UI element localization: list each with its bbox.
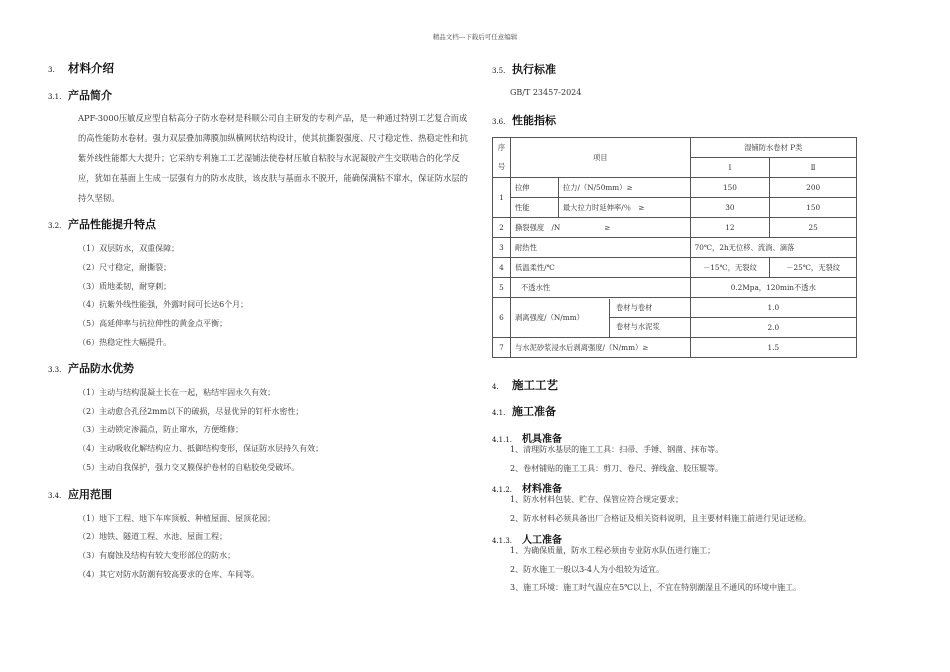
- list-item: （5）高延伸率与抗拉伸性的黄金点平衡；: [78, 319, 228, 328]
- table-row: [493, 218, 857, 238]
- section-title: 产品防水优势: [68, 362, 134, 375]
- section-number: 3.5.: [492, 67, 506, 75]
- cell-value: 25: [770, 218, 857, 238]
- list-item: （3）主动锁定渗漏点，防止窜水，方便维修；: [78, 425, 244, 434]
- list-item: 2、卷材铺贴的施工工具：剪刀、卷尺、弹线盒、胶压辊等。: [510, 464, 724, 473]
- cell-value: 0.2Mpa，120min不透水: [690, 278, 856, 298]
- section-number: 4.1.2.: [492, 486, 513, 494]
- list-item: （4）抗紫外线性能强，外露时间可长达6个月；: [78, 300, 249, 309]
- header-type-1: Ⅰ: [690, 158, 770, 178]
- section-number: 4.1.: [492, 409, 506, 417]
- cell-value: 12: [690, 218, 770, 238]
- section-3-heading: [48, 60, 114, 76]
- cell-item: 低温柔性/℃: [510, 258, 690, 278]
- header-type-2: Ⅱ: [770, 158, 857, 178]
- section-title: 材料介绍: [68, 61, 114, 75]
- table-row: [493, 298, 857, 318]
- list-item: 3、施工环境：施工时气温应在5℃以上，不宜在特别潮湿且不通风的环境中施工。: [510, 583, 802, 592]
- header-item: 项目: [510, 138, 690, 178]
- list-item: 1、防水材料包装、贮存、保管应符合规定要求；: [510, 495, 684, 504]
- section-title: 性能指标: [512, 114, 556, 127]
- cell-subitem: 卷材与水泥浆: [615, 322, 660, 332]
- cell-subitem: 拉力/（N/50mm）≥: [558, 178, 690, 198]
- cell-subitem: 卷材与卷材: [610, 299, 690, 319]
- cell-item: 不透水性: [510, 278, 690, 298]
- section-3-1-heading: [48, 87, 112, 103]
- cell-value: 150: [770, 198, 857, 218]
- cell-item: 撕裂强度 /N ≥: [510, 218, 690, 238]
- cell-value: 200: [770, 178, 857, 198]
- standard-code: GB/T 23457-2024: [510, 88, 582, 97]
- list-item: （2）地铁、隧道工程、水池、屋面工程；: [78, 532, 228, 541]
- cell-value: 30: [690, 198, 770, 218]
- section-4-heading: [492, 377, 558, 393]
- cell-seq: 2: [493, 218, 511, 238]
- cell-value: 1.0: [690, 298, 856, 318]
- cell-value: 70℃，2h无位移、流淌、滴落: [690, 238, 856, 258]
- section-4-1-heading: [492, 403, 556, 419]
- section-title: 材料准备: [522, 484, 562, 495]
- list-item: （4）其它对防水防潮有较高要求的仓库、车间等。: [78, 570, 260, 579]
- list-item: （5）主动自我保护，强力交叉膜保护卷材的自粘胶免受破坏。: [78, 463, 300, 472]
- cell-value: 1.5: [690, 338, 856, 358]
- section-number: 3.4.: [48, 492, 62, 500]
- section-number: 4.1.1.: [492, 436, 513, 444]
- list-item: （4）主动吸收化解结构应力、抵御结构变形，保证防水层持久有效；: [78, 444, 324, 453]
- list-item: （1）地下工程、地下车库顶板、种植屋面、屋顶花园；: [78, 514, 276, 523]
- section-3-3-heading: [48, 360, 134, 376]
- cell-item: 与水泥砂浆浸水后剥离强度/（N/mm）≥: [510, 338, 690, 358]
- section-number: 3.3.: [48, 366, 62, 374]
- cell-item: 剥离强度/（N/mm）: [511, 299, 610, 337]
- table-row: [493, 238, 857, 258]
- header-type: 湿铺防水卷材 P类: [690, 138, 856, 158]
- list-item: 1、清理防水基层的施工工具：扫帚、手锤、钢凿、抹布等。: [510, 445, 724, 454]
- section-3-5-heading: [492, 61, 556, 77]
- section-title: 施工工艺: [512, 378, 558, 392]
- section-title: 产品简介: [68, 89, 112, 102]
- table-row: [493, 278, 857, 298]
- list-item: （1）双层防水，双重保障；: [78, 244, 180, 253]
- section-title: 产品性能提升特点: [68, 218, 156, 231]
- cell-value: －15℃，无裂纹: [690, 258, 770, 278]
- page-header: 精品文档---下载后可任意编辑: [432, 33, 518, 41]
- product-intro-paragraph: APF-3000压敏反应型自粘高分子防水卷材是科顺公司自主研发的专利产品，是一种通过特别工艺复合而成的高性能防水卷材。强力双层叠加薄膜加纵横网状结构设计，使其抗撕裂强度、尺寸稳定性、热稳定性和抗紫外线性能都大大提升；它采纳专利施工工艺湿铺法使卷材压敏自粘胶与水泥凝胶产生交联啮合的化学反应，犹如在基面上生成一层强有力的防水皮肤，该皮肤与基面永不脱开，能确保满粘不窜水，保证防水层的持久坚韧。: [78, 113, 468, 203]
- section-number: 3.6.: [492, 118, 506, 126]
- list-item: （2）尺寸稳定，耐撕裂；: [78, 263, 172, 272]
- section-3-4-heading: [48, 486, 112, 502]
- cell-subitem: 最大拉力时延伸率/％ ≥: [558, 198, 690, 218]
- list-item: 2、防水材料必须具备出厂合格证及相关资料说明，且主要材料施工前进行见证送检。: [510, 514, 812, 523]
- cell-seq: 4: [493, 258, 511, 278]
- cell-item: 性能: [510, 198, 558, 218]
- cell-item: 拉伸: [510, 178, 558, 198]
- section-4-1-3-heading: [492, 531, 562, 546]
- cell-seq: 6: [493, 298, 511, 338]
- table-row: [493, 338, 857, 358]
- section-title: 执行标准: [512, 63, 556, 76]
- section-title: 人工准备: [522, 535, 562, 546]
- list-item: 1、为确保质量，防水工程必须由专业防水队伍进行施工；: [510, 546, 716, 555]
- section-number: 4.: [492, 383, 499, 391]
- section-title: 机具准备: [522, 434, 562, 445]
- table-row: [493, 258, 857, 278]
- section-title: 施工准备: [512, 405, 556, 418]
- list-item: （2）主动愈合孔径2mm以下的破损，尽显优异的钉杆水密性；: [78, 407, 304, 416]
- section-number: 3.2.: [48, 222, 62, 230]
- table-row: [493, 178, 857, 198]
- section-number: 3.1.: [48, 93, 62, 101]
- performance-table: [492, 137, 857, 358]
- list-item: （3）有腐蚀及结构有较大变形部位的防水；: [78, 551, 236, 560]
- cell-value: －25℃，无裂纹: [770, 258, 857, 278]
- cell-value: 150: [690, 178, 770, 198]
- list-item: （3）质地柔韧，耐穿刺；: [78, 282, 172, 291]
- cell-seq: 3: [493, 238, 511, 258]
- cell-value: 2.0: [690, 318, 856, 338]
- section-number: 3.: [48, 66, 55, 74]
- table-row: [493, 198, 857, 218]
- cell-item-group: [510, 298, 690, 338]
- section-4-1-2-heading: [492, 480, 562, 495]
- list-item: （6）热稳定性大幅提升。: [78, 338, 172, 347]
- section-title: 应用范围: [68, 488, 112, 501]
- section-number: 4.1.3.: [492, 537, 513, 545]
- cell-seq: 5: [493, 278, 511, 298]
- cell-item: 耐热性: [510, 238, 690, 258]
- cell-seq: 1: [493, 178, 511, 218]
- section-4-1-1-heading: [492, 430, 562, 445]
- section-3-6-heading: [492, 112, 556, 128]
- section-3-2-heading: [48, 216, 156, 232]
- table-header-row: [493, 138, 857, 158]
- cell-seq: 7: [493, 338, 511, 358]
- list-item: 2、防水施工一般以3-4人为小组较为适宜。: [510, 565, 664, 574]
- list-item: （1）主动与结构混凝土长在一起，粘结牢固永久有效；: [78, 388, 276, 397]
- header-seq: 序 号: [493, 138, 511, 178]
